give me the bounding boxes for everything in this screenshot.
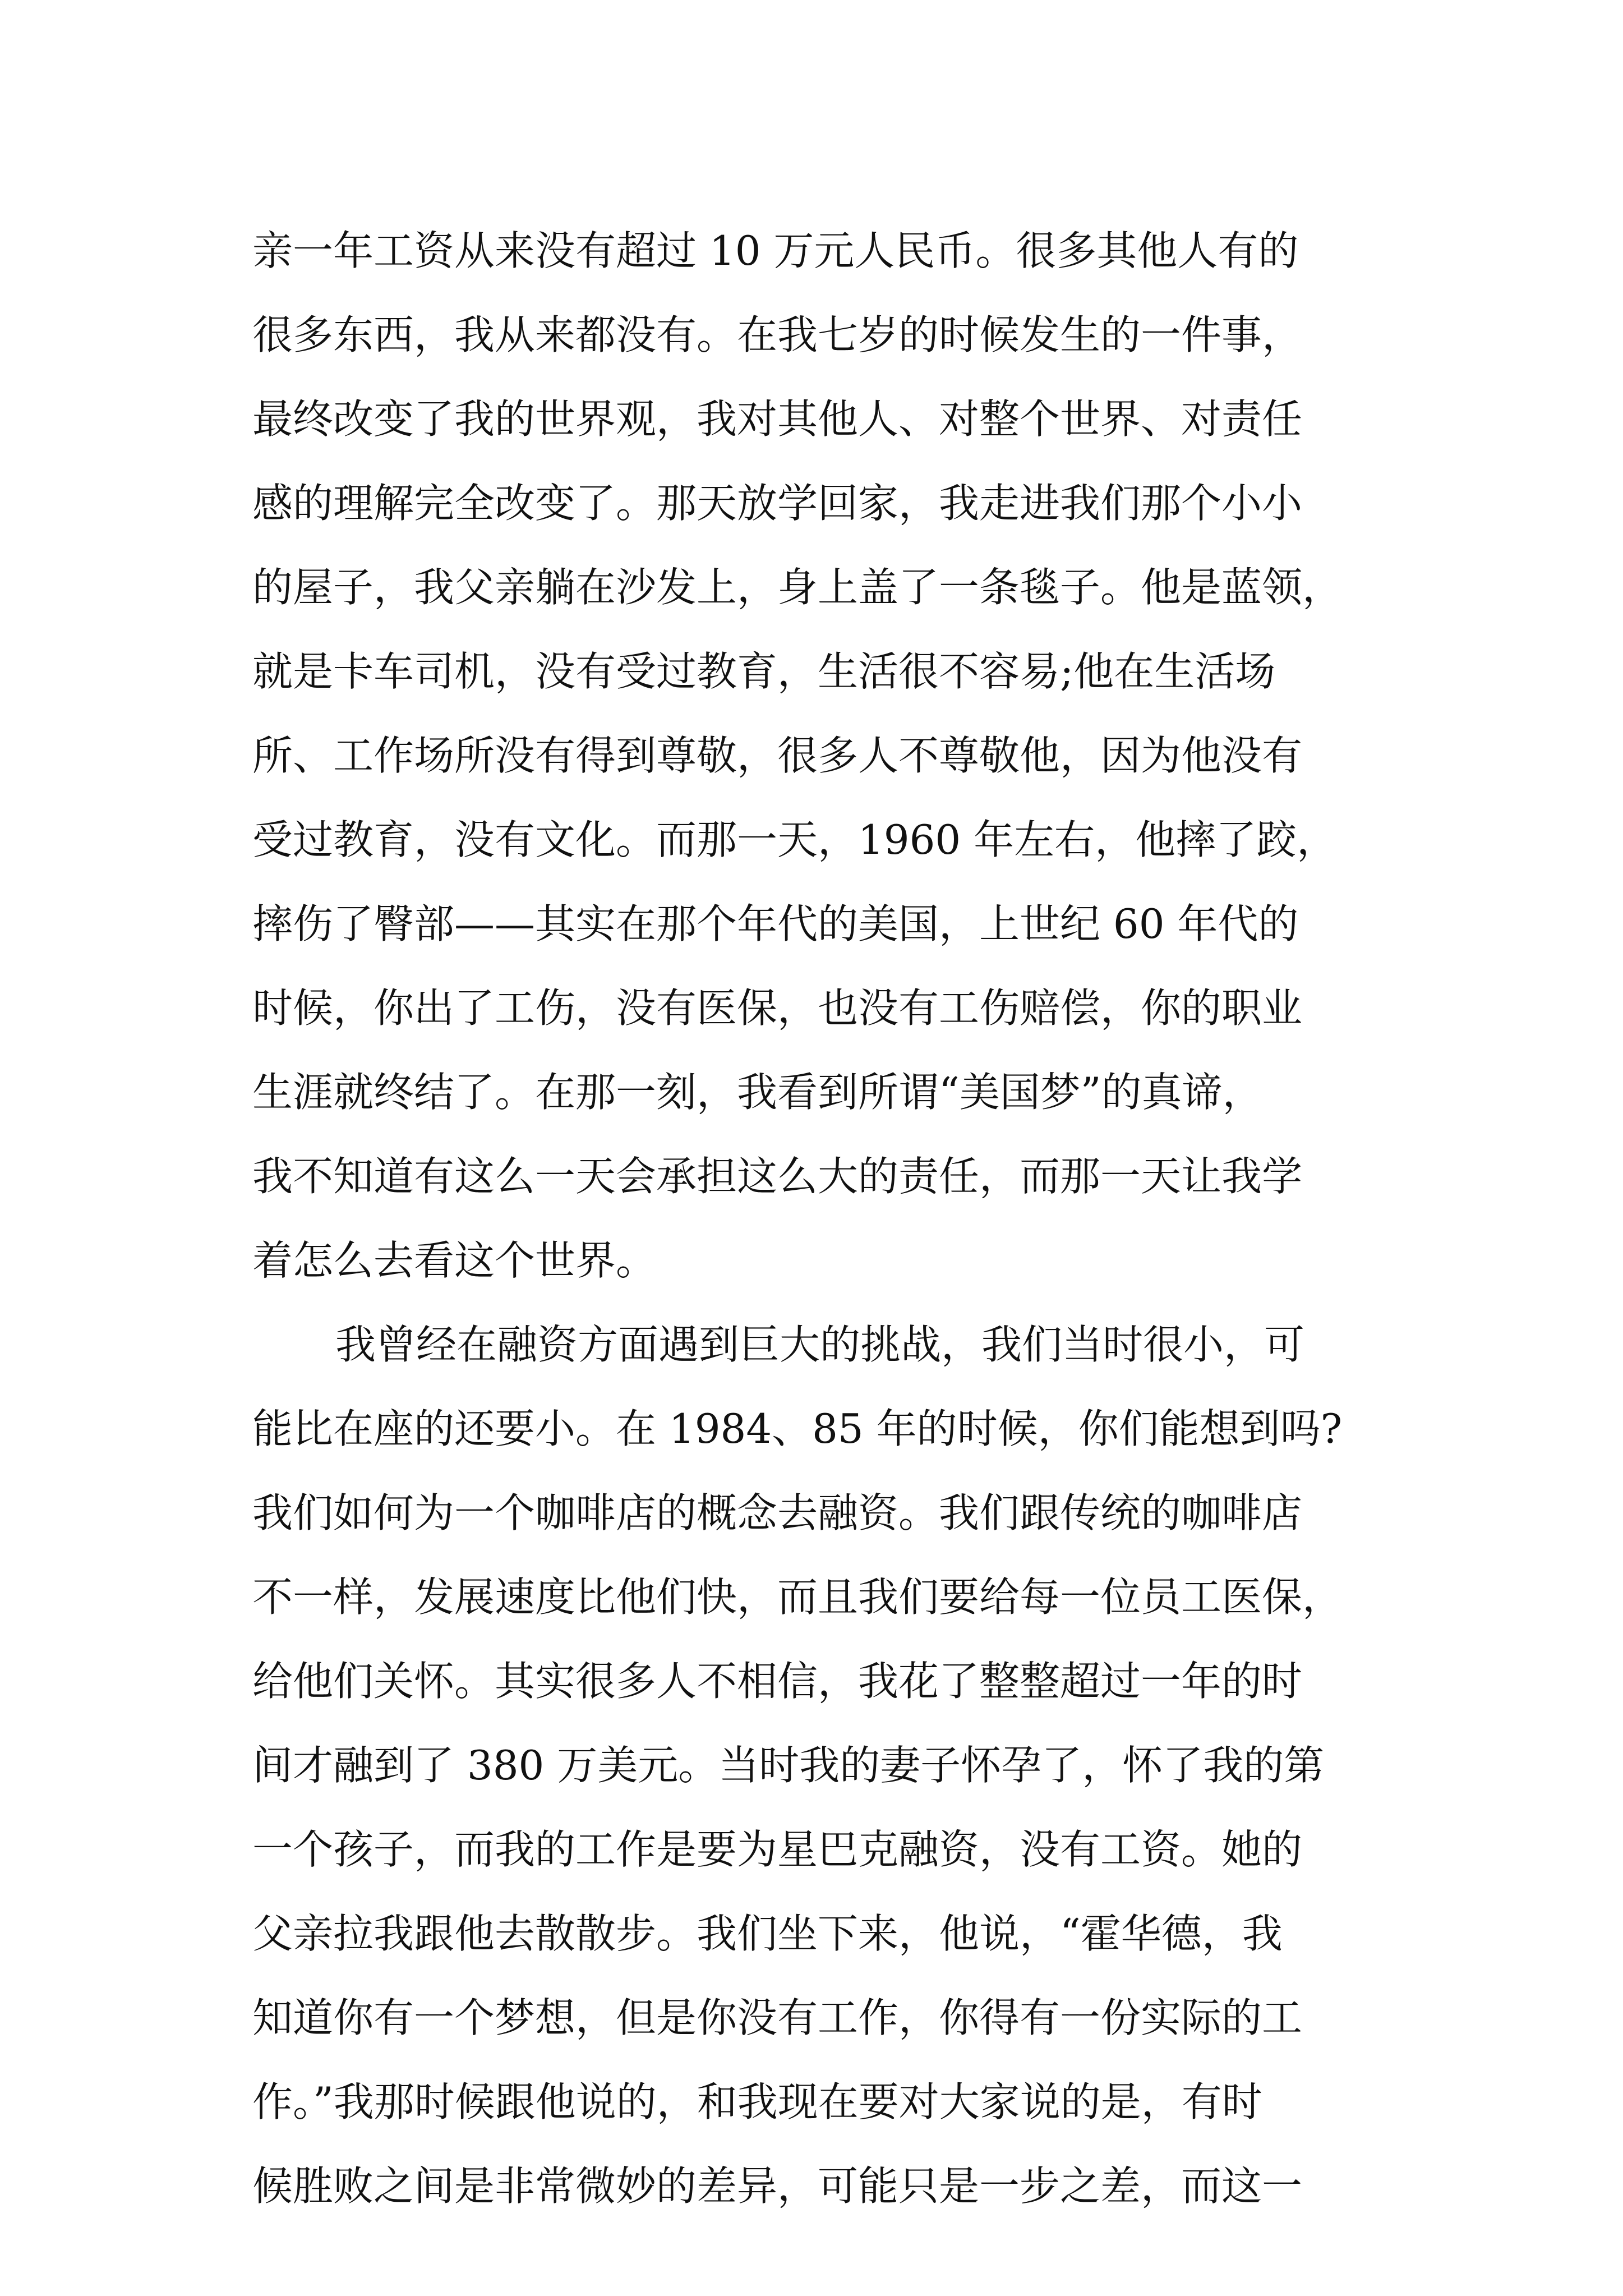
- text-line: 一个孩子，而我的工作是要为星巴克融资，没有工资。她的: [252, 1826, 1303, 1873]
- text-line: 候胜败之间是非常微妙的差异，可能只是一步之差，而这一: [252, 2162, 1303, 2210]
- text-line: 生涯就终结了。在那一刻，我看到所谓“美国梦”的真谛，: [252, 1069, 1263, 1116]
- text-line: 知道你有一个梦想，但是你没有工作，你得有一份实际的工: [252, 1994, 1303, 2041]
- text-line: 很多东西，我从来都没有。在我七岁的时候发生的一件事，: [252, 311, 1303, 358]
- text-line: 能比在座的还要小。在 1984、85 年的时候，你们能想到吗?: [252, 1405, 1343, 1452]
- text-line: 间才融到了 380 万美元。当时我的妻子怀孕了，怀了我的第: [252, 1742, 1325, 1789]
- text-line: 时候，你出了工伤，没有医保，也没有工伤赔偿，你的职业: [252, 984, 1303, 1032]
- text-line: 我曾经在融资方面遇到巨大的挑战，我们当时很小，可: [335, 1321, 1305, 1368]
- text-line: 的屋子，我父亲躺在沙发上，身上盖了一条毯子。他是蓝领，: [252, 564, 1343, 611]
- paragraph-1: [252, 209, 1385, 1303]
- text-line: 给他们关怀。其实很多人不相信，我花了整整超过一年的时: [252, 1658, 1303, 1705]
- text-line: 就是卡车司机，没有受过教育，生活很不容易;他在生活场: [252, 648, 1276, 695]
- body-text: [252, 209, 1385, 2228]
- text-line: 父亲拉我跟他去散散步。我们坐下来，他说，“霍华德，我: [252, 1910, 1283, 1957]
- text-line: 作。”我那时候跟他说的，和我现在要对大家说的是，有时: [252, 2078, 1262, 2125]
- text-line: 受过教育，没有文化。而那一天，1960 年左右，他摔了跤，: [252, 816, 1338, 863]
- text-line: 我不知道有这么一天会承担这么大的责任，而那一天让我学: [252, 1153, 1303, 1200]
- text-line: 最终改变了我的世界观，我对其他人、对整个世界、对责任: [252, 395, 1303, 443]
- text-line: 感的理解完全改变了。那天放学回家，我走进我们那个小小: [252, 480, 1303, 527]
- text-line: 我们如何为一个咖啡店的概念去融资。我们跟传统的咖啡店: [252, 1489, 1303, 1536]
- text-line: 着怎么去看这个世界。: [252, 1237, 657, 1284]
- text-line: 不一样，发展速度比他们快，而且我们要给每一位员工医保，: [252, 1573, 1343, 1621]
- paragraph-2: [252, 1303, 1385, 2228]
- text-line: 摔伤了臀部——其实在那个年代的美国，上世纪 60 年代的: [252, 900, 1299, 947]
- text-line: 亲一年工资从来没有超过 10 万元人民币。很多其他人有的: [252, 227, 1299, 274]
- text-line: 所、工作场所没有得到尊敬，很多人不尊敬他，因为他没有: [252, 732, 1303, 779]
